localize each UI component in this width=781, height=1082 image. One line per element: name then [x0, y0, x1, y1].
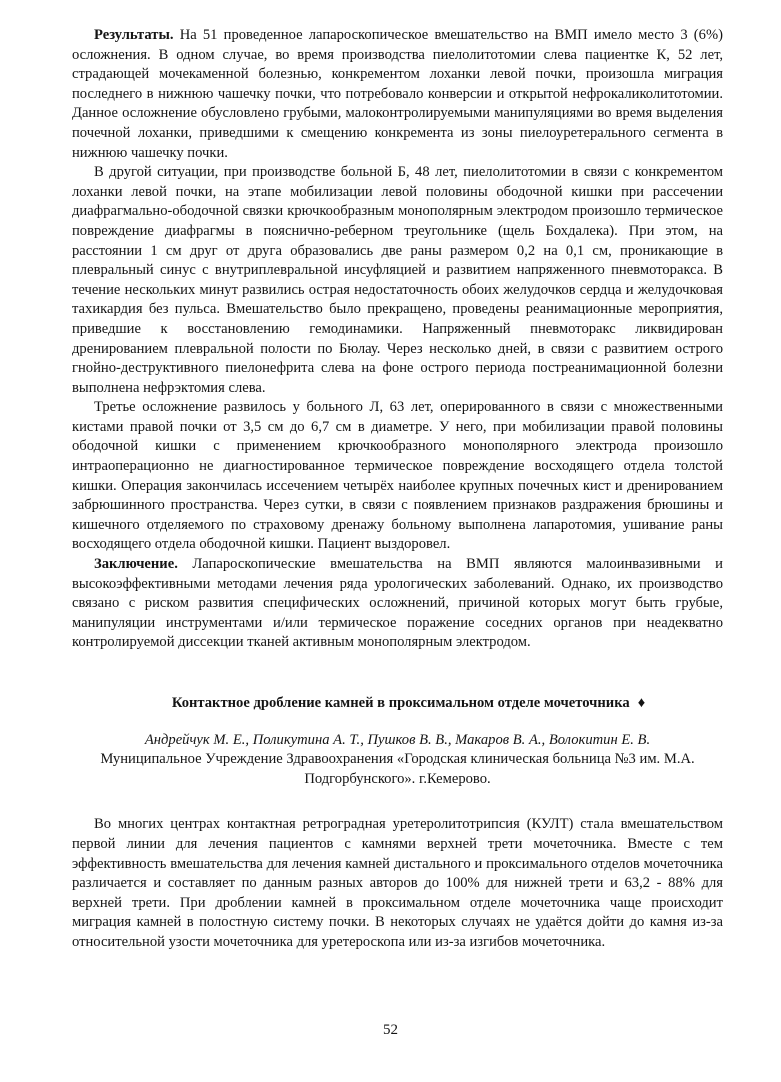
article-authors: Андрейчук М. Е., Поликутина А. Т., Пушков В. В., Макаров В. А., Волокитин Е. В. [144, 731, 651, 748]
results-heading: Результаты. [94, 27, 174, 43]
conclusion-paragraph [72, 555, 723, 653]
article-title [72, 694, 723, 714]
article-affiliation: Муниципальное Учреждение Здравоохранения «Городская клиническая больница №3 им. М.А. Подгорбунского». г.Кемерово. [100, 751, 695, 787]
spacer [72, 789, 723, 815]
results-paragraph-3: Третье осложнение развилось у больного Л, 63 лет, оперированного в связи с множественными кистами правой почки от 3,5 см до 6,7 см в диаметре. У него, при мобилизации правой половины ободочной кишки с применением крючкообразного монополярного электрода произошло интраоперационно не диагностированное термическое повреждение восходящего отдела толстой кишки. Операция закончилась иссечением четырёх наиболее крупных почечных кист и дренированием забрюшинного пространства. Через сутки, в связи с появлением признаков раздражения брюшины и кишечного отделяемого по страховому дренажу больному выполнена лапаротомия, ушивание раны восходящего отдела ободочной кишки. Пациент выздоровел. [72, 399, 723, 553]
results-paragraph-2: В другой ситуации, при производстве больной Б, 48 лет, пиелолитотомии в связи с конкрементом лоханки левой почки, на этапе мобилизации левой половины ободочной кишки при рассечении диафрагмально-ободочной связки крючкообразным монополярным электродом произошло термическое повреждение диафрагмы в пояснично-реберном треугольнике (щель Бохдалека). При этом, на расстоянии 1 см друг от друга образовались две раны размером 0,2 на 0,1 см, проникающие в плевральный синус с внутриплевральной инсуфляцией и развитием напряженного пневмоторакса. В течение нескольких минут развились острая недостаточность обоих желудочков сердца и желудочковая тахикардия без пульса. Вмешательство было прекращено, проведены реанимационные мероприятия, приведшие к восстановлению гемодинамики. Напряженный пневмоторакс ликвидирован дренированием плевральной полости по Бюлау. Через несколько дней, в связи с развитием острого гнойно-деструктивного пиелонефрита слева на фоне острого периода постреанимационной болезни выполнена нефрэктомия слева. [72, 164, 723, 396]
conclusion-text: Лапароскопические вмешательства на ВМП являются малоинвазивными и высокоэффективными методами лечения ряда урологических заболеваний. Однако, их производство связано с риском развития специфических осложнений, причиной которых могут быть грубые, манипуляции инструментами и/или термическое поражение соседних органов при неадекватно контролируемой диссекции тканей активным монополярным электродом. [72, 556, 723, 651]
page-number: 52 [383, 1022, 398, 1038]
article-body-paragraph: Во многих центрах контактная ретроградная уретеролитотрипсия (КУЛТ) стала вмешательством первой линии для лечения пациентов с камнями верхней трети мочеточника. Вместе с тем эффективность вмешательства для лечения камней дистального и проксимального отделов мочеточника различается и составляет по данным разных авторов до 100% для нижней трети и 63,2 - 88% для верхней трети. При дроблении камней в проксимальном отделе мочеточника чаще происходит миграция камней в полостную систему почки. В некоторых случаях не удаётся дойти до камня из-за относительной узости мочеточника для уретероскопа или из-за изгибов мочеточника. [72, 816, 723, 950]
article-title-text: Контактное дробление камней в проксимальном отделе мочеточника [171, 695, 630, 711]
title-marker-icon: ♦ [637, 695, 646, 711]
conclusion-heading: Заключение. [94, 556, 178, 573]
results-paragraph-1 [72, 26, 723, 163]
results-text-1: На 51 проведенное лапароскопическое вмешательство на ВМП имело место 3 (6%) осложнения. В одном случае, во время производства пиелолитотомии слева пациентке К, 52 лет, страдающей мочекаменной болезнью, конкрементом лоханки левой почки, произошла миграция последнего в нижнюю чашечку почки, что потребовало конверсии и открытой нефрокаликолитотомии. Данное осложнение обусловлено грубыми, малоконтролируемыми манипуляциями во время выделения почечной лоханки, приведшими к смещению конкремента из зоны пиелоуретерального сегмента в нижнюю чашечку почки. [72, 27, 723, 161]
